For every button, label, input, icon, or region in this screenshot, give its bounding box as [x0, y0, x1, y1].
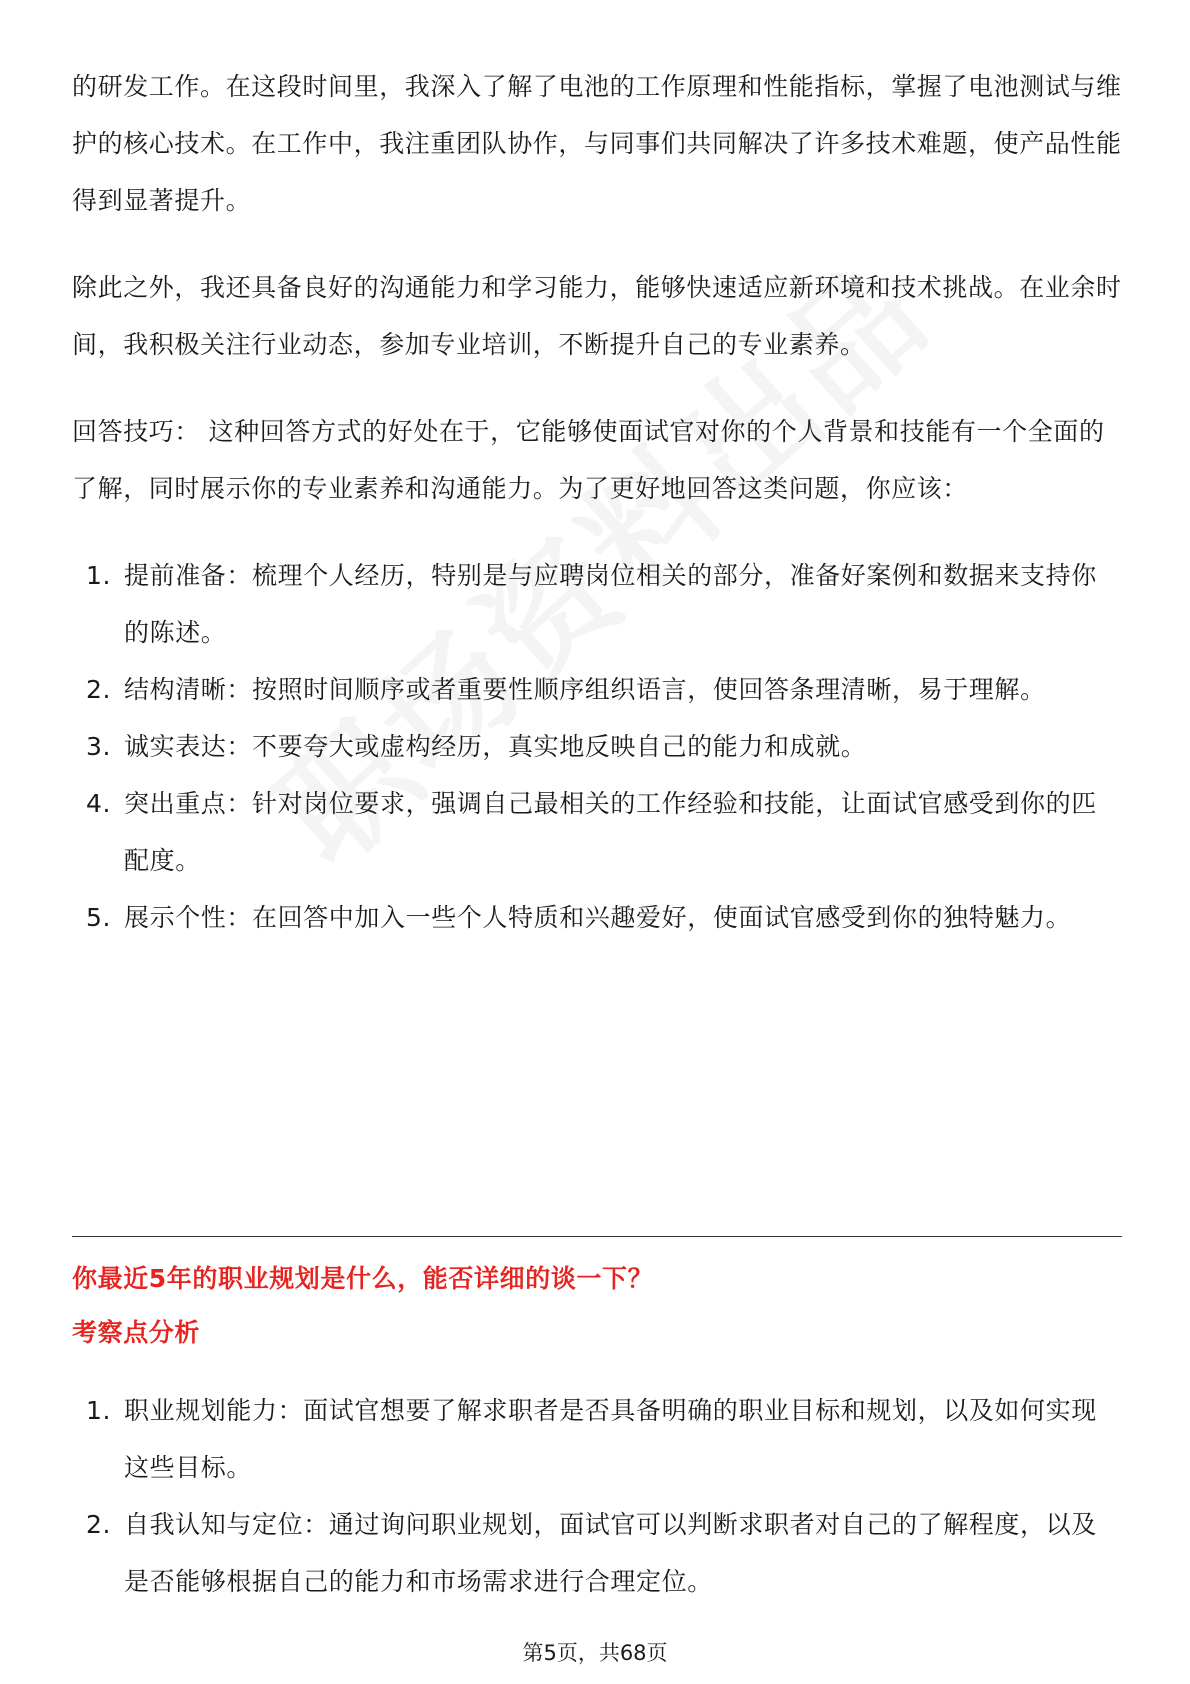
list-text: 结构清晰：按照时间顺序或者重要性顺序组织语言，使回答条理清晰，易于理解。 — [124, 675, 1046, 704]
list-number: 2. — [86, 1510, 112, 1539]
list-number: 1. — [86, 1396, 112, 1425]
list-item — [72, 718, 1122, 775]
list-text: 提前准备：梳理个人经历，特别是与应聘岗位相关的部分，准备好案例和数据来支持你的陈述。 — [124, 561, 1097, 647]
analysis-heading: 考察点分析 — [72, 1318, 201, 1347]
analysis-list — [72, 1382, 1122, 1610]
list-number: 5. — [86, 903, 112, 932]
list-item — [72, 775, 1122, 889]
list-text: 展示个性：在回答中加入一些个人特质和兴趣爱好，使面试官感受到你的独特魅力。 — [124, 903, 1072, 932]
main-content — [72, 58, 1122, 946]
paragraph-answer-tips: 回答技巧： 这种回答方式的好处在于，它能够使面试官对你的个人背景和技能有一个全面的了解，同时展示你的专业素养和沟通能力。为了更好地回答这类问题，你应该： — [72, 417, 1105, 503]
section-divider — [72, 1236, 1122, 1237]
question-section — [72, 1252, 1122, 1610]
list-number: 2. — [86, 675, 112, 704]
list-text: 职业规划能力：面试官想要了解求职者是否具备明确的职业目标和规划，以及如何实现这些目标。 — [124, 1396, 1097, 1482]
list-text: 自我认知与定位：通过询问职业规划，面试官可以判断求职者对自己的了解程度，以及是否能够根据自己的能力和市场需求进行合理定位。 — [124, 1510, 1097, 1596]
list-number: 4. — [86, 789, 112, 818]
page-footer: 第5页，共68页 — [522, 1641, 668, 1665]
list-number: 1. — [86, 561, 112, 590]
list-number: 3. — [86, 732, 112, 761]
list-text: 诚实表达：不要夸大或虚构经历，真实地反映自己的能力和成就。 — [124, 732, 867, 761]
list-item — [72, 889, 1122, 946]
paragraph-work-experience: 的研发工作。在这段时间里，我深入了解了电池的工作原理和性能指标，掌握了电池测试与维护的核心技术。在工作中，我注重团队协作，与同事们共同解决了许多技术难题，使产品性能得到显著提升。 — [72, 72, 1122, 215]
list-item — [72, 1496, 1122, 1610]
list-item — [72, 661, 1122, 718]
tips-list — [72, 547, 1122, 946]
list-item — [72, 547, 1122, 661]
question-heading: 你最近5年的职业规划是什么，能否详细的谈一下？ — [72, 1264, 654, 1293]
list-text: 突出重点：针对岗位要求，强调自己最相关的工作经验和技能，让面试官感受到你的匹配度。 — [124, 789, 1097, 875]
list-item — [72, 1382, 1122, 1496]
paragraph-skills: 除此之外，我还具备良好的沟通能力和学习能力，能够快速适应新环境和技术挑战。在业余时间，我积极关注行业动态，参加专业培训，不断提升自己的专业素养。 — [72, 273, 1122, 359]
